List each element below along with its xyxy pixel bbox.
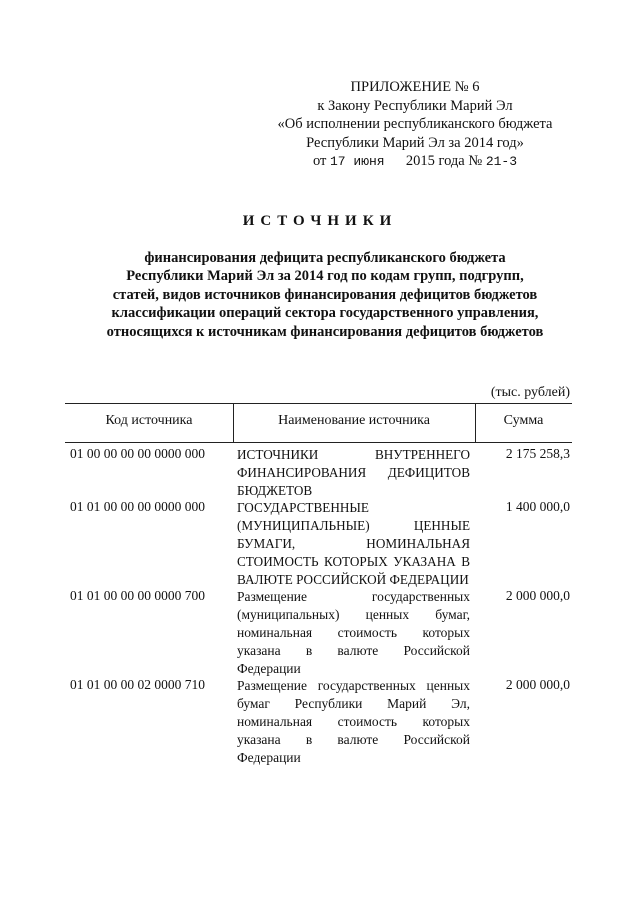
source-name: Размещение государственных ценных бумаг Республики Марий Эл, номинальная стоимость которых указана в валюте Российской Федерации	[237, 678, 470, 765]
appendix-law-ref: к Закону Республики Марий Эл	[317, 97, 513, 114]
table-row	[0, 499, 640, 588]
subtitle-line: Республики Марий Эл за 2014 год по кодам групп, подгрупп,	[126, 268, 524, 285]
subtitle-line: статей, видов источников финансирования дефицитов бюджетов	[112, 286, 538, 303]
law-number: 21-3	[485, 154, 518, 170]
source-name: ИСТОЧНИКИ ВНУТРЕННЕГО ФИНАНСИРОВАНИЯ ДЕФИЦИТОВ БЮДЖЕТОВ	[237, 447, 470, 498]
table-row	[0, 677, 640, 766]
table-row	[0, 446, 640, 499]
table-header-rule	[65, 442, 572, 443]
source-code: 01 01 00 00 00 0000 700	[70, 588, 205, 604]
source-code: 01 00 00 00 00 0000 000	[70, 446, 205, 461]
source-name: Размещение государственных (муниципальных) ценных бумаг, номинальная стоимость которых указана в валюте Российской Федерации	[237, 589, 470, 676]
appendix-number: ПРИЛОЖЕНИЕ № 6	[350, 79, 480, 95]
document-subtitle	[80, 249, 570, 341]
table-row	[0, 588, 640, 677]
table-body	[0, 446, 640, 766]
appendix-header	[250, 78, 580, 172]
source-sum: 1 400 000,0	[505, 499, 570, 515]
date-year: 2015 года №	[405, 153, 483, 170]
date-day-month: 17 июня	[330, 154, 385, 170]
table-top-rule	[65, 403, 572, 404]
date-prefix: от	[312, 153, 327, 170]
source-code: 01 01 00 00 02 0000 710	[70, 677, 205, 693]
appendix-law-title-cont: Республики Марий Эл за 2014 год»	[306, 134, 524, 151]
document-title: ИСТОЧНИКИ	[242, 213, 398, 229]
source-sum: 2 000 000,0	[505, 677, 570, 693]
subtitle-line: финансирования дефицита республиканского бюджета	[144, 250, 506, 266]
appendix-law-title: «Об исполнении республиканского бюджета	[277, 116, 553, 133]
header-code: Код источника	[105, 413, 193, 428]
header-sum: Сумма	[503, 413, 544, 428]
source-sum: 2 175 258,3	[505, 446, 570, 461]
units-label: (тыс. рублей)	[490, 385, 570, 400]
source-sum: 2 000 000,0	[505, 588, 570, 604]
subtitle-line: относящихся к источникам финансирования дефицитов бюджетов	[106, 323, 544, 340]
source-code: 01 01 00 00 00 0000 000	[70, 499, 205, 515]
subtitle-line: классификации операций сектора государственного управления,	[111, 305, 539, 322]
source-name: ГОСУДАРСТВЕННЫЕ (МУНИЦИПАЛЬНЫЕ) ЦЕННЫЕ БУМАГИ, НОМИНАЛЬНАЯ СТОИМОСТЬ КОТОРЫХ УКАЗАНА В ВАЛЮТЕ РОССИЙСКОЙ ФЕДЕРАЦИИ	[237, 500, 470, 587]
appendix-date-line	[250, 152, 580, 172]
header-name: Наименование источника	[278, 413, 430, 428]
